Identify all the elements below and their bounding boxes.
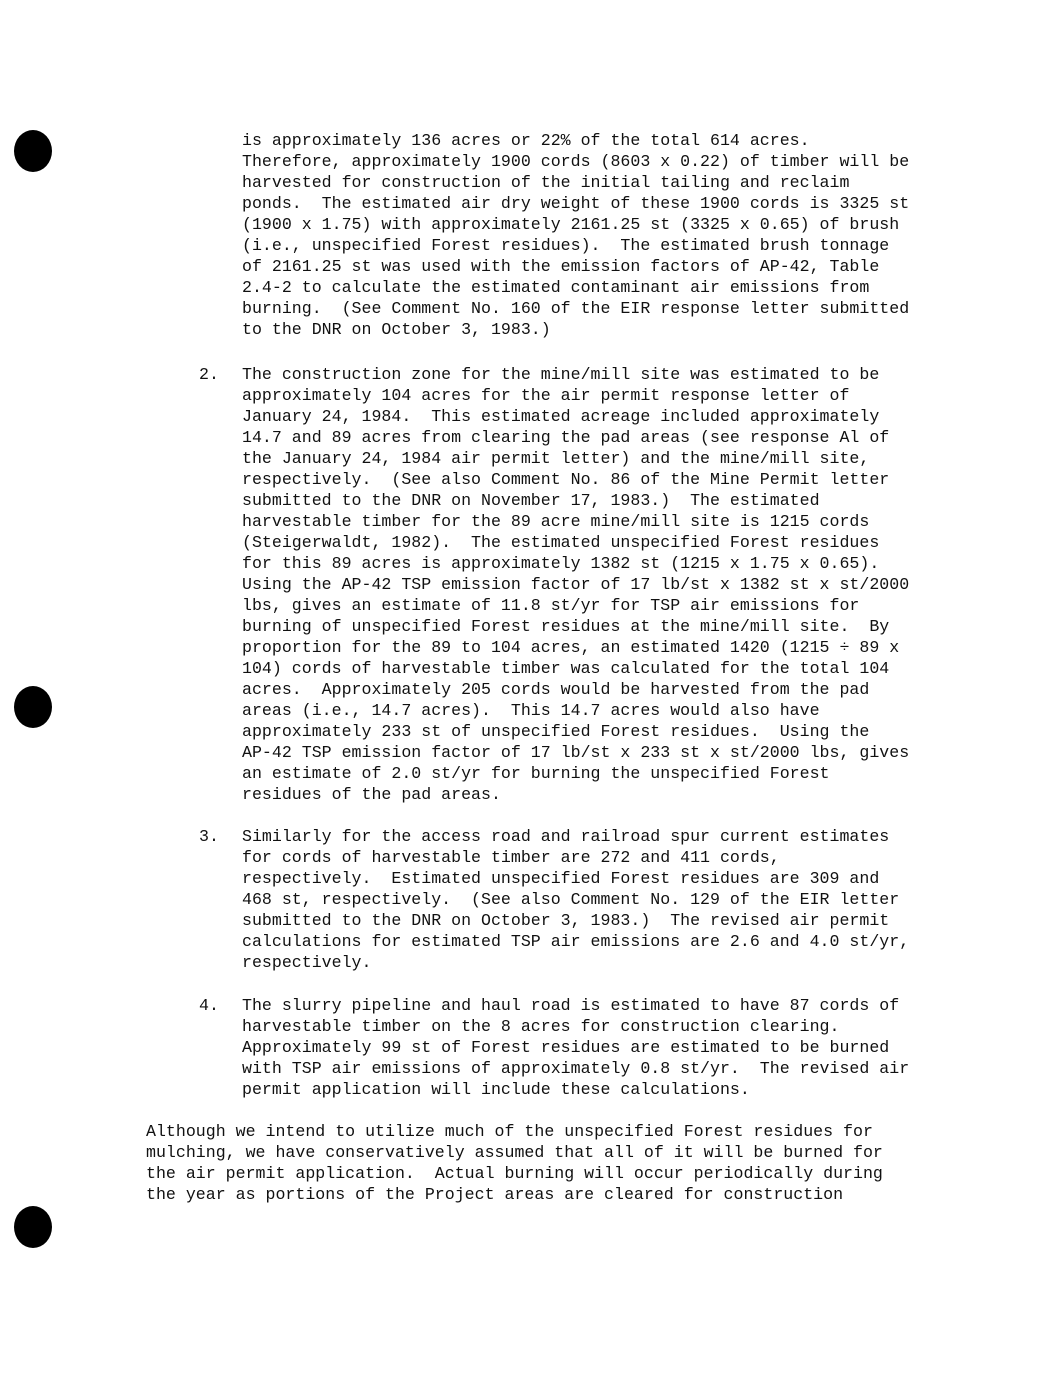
list-number-item-4: 4.	[199, 996, 219, 1015]
text-line-item-3-7: respectively.	[242, 953, 372, 972]
text-line-item-2-8: harvestable timber for the 89 acre mine/mill site is 1215 cords	[242, 512, 870, 531]
text-line-item-2-9: (Steigerwaldt, 1982). The estimated unspecified Forest residues	[242, 533, 880, 552]
punch-hole-bottom	[14, 1206, 52, 1248]
punch-hole-middle	[14, 686, 52, 728]
text-line-item-2-10: for this 89 acres is approximately 1382 st (1215 x 1.75 x 0.65).	[242, 554, 880, 573]
text-line-continuation-6: (i.e., unspecified Forest residues). The estimated brush tonnage	[242, 236, 890, 255]
text-line-item-2-7: submitted to the DNR on November 17, 1983.) The estimated	[242, 491, 820, 510]
text-line-item-2-13: burning of unspecified Forest residues at the mine/mill site. By	[242, 617, 890, 636]
punch-hole-top	[14, 130, 52, 172]
text-line-item-4-4: with TSP air emissions of approximately 0.8 st/yr. The revised air	[242, 1059, 910, 1078]
text-line-item-3-2: for cords of harvestable timber are 272 and 411 cords,	[242, 848, 780, 867]
text-line-continuation-8: 2.4-2 to calculate the estimated contaminant air emissions from	[242, 278, 870, 297]
text-line-item-3-1: Similarly for the access road and railroad spur current estimates	[242, 827, 890, 846]
text-line-item-2-20: an estimate of 2.0 st/yr for burning the unspecified Forest	[242, 764, 830, 783]
text-line-item-2-17: areas (i.e., 14.7 acres). This 14.7 acres would also have	[242, 701, 820, 720]
text-line-item-2-6: respectively. (See also Comment No. 86 of the Mine Permit letter	[242, 470, 890, 489]
text-line-continuation-2: Therefore, approximately 1900 cords (8603 x 0.22) of timber will be	[242, 152, 910, 171]
text-line-item-3-5: submitted to the DNR on October 3, 1983.) The revised air permit	[242, 911, 890, 930]
text-line-item-2-16: acres. Approximately 205 cords would be harvested from the pad	[242, 680, 870, 699]
text-line-continuation-7: of 2161.25 st was used with the emission factors of AP-42, Table	[242, 257, 880, 276]
text-line-item-2-11: Using the AP-42 TSP emission factor of 17 lb/st x 1382 st x st/2000	[242, 575, 910, 594]
text-line-item-4-3: Approximately 99 st of Forest residues are estimated to be burned	[242, 1038, 890, 1057]
text-line-item-4-2: harvestable timber on the 8 acres for construction clearing.	[242, 1017, 840, 1036]
text-line-closing-1: Although we intend to utilize much of the unspecified Forest residues for	[146, 1122, 873, 1141]
text-line-item-4-5: permit application will include these calculations.	[242, 1080, 750, 1099]
text-line-closing-3: the air permit application. Actual burning will occur periodically during	[146, 1164, 883, 1183]
text-line-item-2-19: AP-42 TSP emission factor of 17 lb/st x 233 st x st/2000 lbs, gives	[242, 743, 910, 762]
text-line-item-2-3: January 24, 1984. This estimated acreage included approximately	[242, 407, 880, 426]
text-line-item-2-1: The construction zone for the mine/mill site was estimated to be	[242, 365, 880, 384]
text-line-continuation-9: burning. (See Comment No. 160 of the EIR response letter submitted	[242, 299, 910, 318]
text-line-item-2-18: approximately 233 st of unspecified Forest residues. Using the	[242, 722, 870, 741]
text-line-continuation-5: (1900 x 1.75) with approximately 2161.25 st (3325 x 0.65) of brush	[242, 215, 900, 234]
text-line-continuation-10: to the DNR on October 3, 1983.)	[242, 320, 551, 339]
text-line-item-2-4: 14.7 and 89 acres from clearing the pad areas (see response Al of	[242, 428, 890, 447]
list-number-item-2: 2.	[199, 365, 219, 384]
text-line-closing-4: the year as portions of the Project areas are cleared for construction	[146, 1185, 844, 1204]
text-line-item-2-15: 104) cords of harvestable timber was calculated for the total 104	[242, 659, 890, 678]
text-line-item-3-6: calculations for estimated TSP air emissions are 2.6 and 4.0 st/yr,	[242, 932, 910, 951]
text-line-item-2-21: residues of the pad areas.	[242, 785, 501, 804]
text-line-item-3-4: 468 st, respectively. (See also Comment No. 129 of the EIR letter	[242, 890, 900, 909]
text-line-item-4-1: The slurry pipeline and haul road is estimated to have 87 cords of	[242, 996, 900, 1015]
text-line-continuation-4: ponds. The estimated air dry weight of these 1900 cords is 3325 st	[242, 194, 910, 213]
text-line-closing-2: mulching, we have conservatively assumed that all of it will be burned for	[146, 1143, 883, 1162]
text-line-item-2-14: proportion for the 89 to 104 acres, an estimated 1420 (1215 ÷ 89 x	[242, 638, 900, 657]
text-line-item-3-3: respectively. Estimated unspecified Forest residues are 309 and	[242, 869, 880, 888]
text-line-item-2-12: lbs, gives an estimate of 11.8 st/yr for TSP air emissions for	[242, 596, 860, 615]
list-number-item-3: 3.	[199, 827, 219, 846]
text-line-continuation-3: harvested for construction of the initial tailing and reclaim	[242, 173, 850, 192]
text-line-item-2-2: approximately 104 acres for the air permit response letter of	[242, 386, 850, 405]
text-line-item-2-5: the January 24, 1984 air permit letter) and the mine/mill site,	[242, 449, 870, 468]
text-line-continuation-1: is approximately 136 acres or 22% of the total 614 acres.	[242, 131, 810, 150]
